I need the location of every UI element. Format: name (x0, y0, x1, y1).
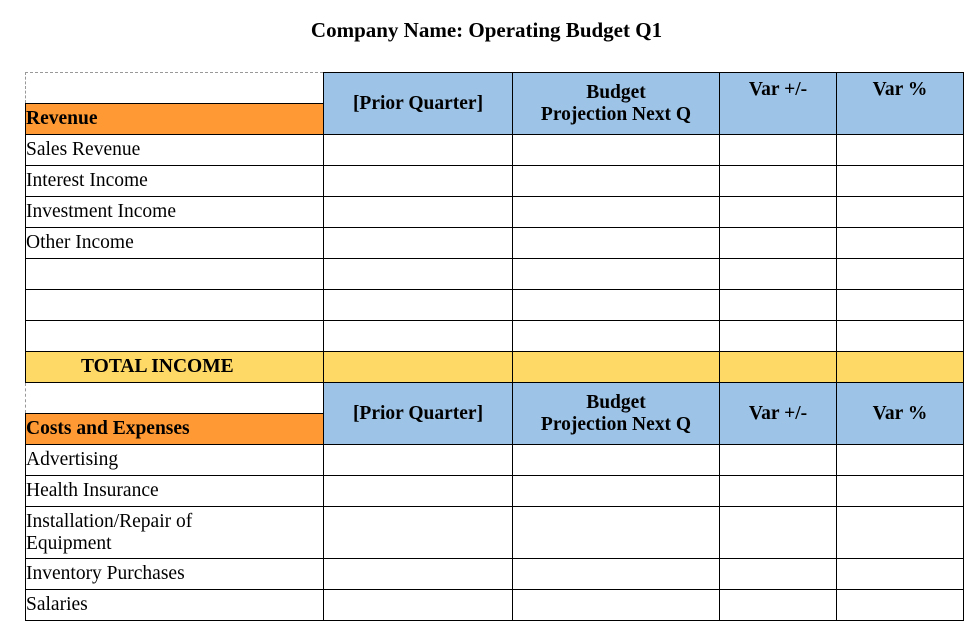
prior-cell[interactable] (324, 590, 513, 621)
table-row (26, 290, 964, 321)
prior-cell[interactable] (324, 321, 513, 352)
budget-cell[interactable] (513, 290, 720, 321)
prior-cell[interactable] (324, 507, 513, 559)
var-pct-cell[interactable] (837, 197, 964, 228)
revenue-section-label: Revenue (26, 104, 324, 135)
revenue-header-row (26, 73, 964, 104)
col-header-budget (513, 383, 720, 445)
budget-cell[interactable] (513, 197, 720, 228)
blank-cell (26, 73, 324, 104)
var-abs-cell[interactable] (720, 445, 837, 476)
row-label: Interest Income (26, 166, 324, 197)
var-abs-cell[interactable] (720, 197, 837, 228)
col-header-var-abs: Var +/- (720, 383, 837, 445)
table-row (26, 166, 964, 197)
col-header-budget-line1: Budget (586, 81, 646, 103)
prior-cell[interactable] (324, 166, 513, 197)
budget-table (25, 72, 964, 621)
total-budget-cell[interactable] (513, 352, 720, 383)
var-abs-cell[interactable] (720, 590, 837, 621)
total-income-label: TOTAL INCOME (26, 352, 324, 383)
table-row (26, 197, 964, 228)
row-label-line1: Installation/Repair of (26, 510, 193, 532)
expenses-section-label: Costs and Expenses (26, 414, 324, 445)
var-pct-cell[interactable] (837, 507, 964, 559)
col-header-prior: [Prior Quarter] (324, 383, 513, 445)
total-var-pct-cell[interactable] (837, 352, 964, 383)
prior-cell[interactable] (324, 197, 513, 228)
row-label[interactable] (26, 321, 324, 352)
row-label: Sales Revenue (26, 135, 324, 166)
total-income-row (26, 352, 964, 383)
row-label: Health Insurance (26, 476, 324, 507)
col-header-prior: [Prior Quarter] (324, 73, 513, 135)
row-label: Inventory Purchases (26, 559, 324, 590)
table-row (26, 445, 964, 476)
var-abs-cell[interactable] (720, 290, 837, 321)
var-pct-cell[interactable] (837, 166, 964, 197)
prior-cell[interactable] (324, 290, 513, 321)
row-label: Salaries (26, 590, 324, 621)
prior-cell[interactable] (324, 559, 513, 590)
row-label (26, 507, 324, 559)
budget-cell[interactable] (513, 259, 720, 290)
prior-cell[interactable] (324, 445, 513, 476)
var-abs-cell[interactable] (720, 559, 837, 590)
table-row (26, 476, 964, 507)
row-label: Investment Income (26, 197, 324, 228)
budget-cell[interactable] (513, 590, 720, 621)
var-abs-cell[interactable] (720, 476, 837, 507)
prior-cell[interactable] (324, 476, 513, 507)
var-abs-cell[interactable] (720, 507, 837, 559)
col-header-var-abs: Var +/- (720, 73, 837, 135)
budget-cell[interactable] (513, 135, 720, 166)
table-row (26, 321, 964, 352)
table-row (26, 259, 964, 290)
row-label[interactable] (26, 259, 324, 290)
total-var-abs-cell[interactable] (720, 352, 837, 383)
row-label: Advertising (26, 445, 324, 476)
blank-cell (26, 383, 324, 414)
table-row (26, 590, 964, 621)
col-header-budget-line2: Projection Next Q (540, 103, 692, 125)
expenses-header-row (26, 383, 964, 414)
var-pct-cell[interactable] (837, 559, 964, 590)
row-label-line2: Equipment (26, 532, 112, 554)
budget-cell[interactable] (513, 559, 720, 590)
budget-cell[interactable] (513, 166, 720, 197)
total-prior-cell[interactable] (324, 352, 513, 383)
var-abs-cell[interactable] (720, 259, 837, 290)
var-pct-cell[interactable] (837, 445, 964, 476)
var-pct-cell[interactable] (837, 590, 964, 621)
col-header-var-pct: Var % (837, 73, 964, 135)
var-abs-cell[interactable] (720, 166, 837, 197)
budget-cell[interactable] (513, 476, 720, 507)
var-pct-cell[interactable] (837, 321, 964, 352)
var-pct-cell[interactable] (837, 476, 964, 507)
var-abs-cell[interactable] (720, 228, 837, 259)
page-title: Company Name: Operating Budget Q1 (310, 18, 663, 42)
var-pct-cell[interactable] (837, 228, 964, 259)
col-header-budget-line1: Budget (586, 391, 646, 413)
var-abs-cell[interactable] (720, 135, 837, 166)
var-abs-cell[interactable] (720, 321, 837, 352)
table-row (26, 135, 964, 166)
col-header-var-pct: Var % (837, 383, 964, 445)
var-pct-cell[interactable] (837, 259, 964, 290)
budget-cell[interactable] (513, 445, 720, 476)
col-header-budget (513, 73, 720, 135)
row-label[interactable] (26, 290, 324, 321)
row-label: Other Income (26, 228, 324, 259)
budget-cell[interactable] (513, 507, 720, 559)
prior-cell[interactable] (324, 135, 513, 166)
prior-cell[interactable] (324, 259, 513, 290)
table-row (26, 507, 964, 559)
var-pct-cell[interactable] (837, 290, 964, 321)
col-header-budget-line2: Projection Next Q (540, 413, 692, 435)
table-row (26, 228, 964, 259)
var-pct-cell[interactable] (837, 135, 964, 166)
table-row (26, 559, 964, 590)
budget-cell[interactable] (513, 321, 720, 352)
prior-cell[interactable] (324, 228, 513, 259)
budget-cell[interactable] (513, 228, 720, 259)
